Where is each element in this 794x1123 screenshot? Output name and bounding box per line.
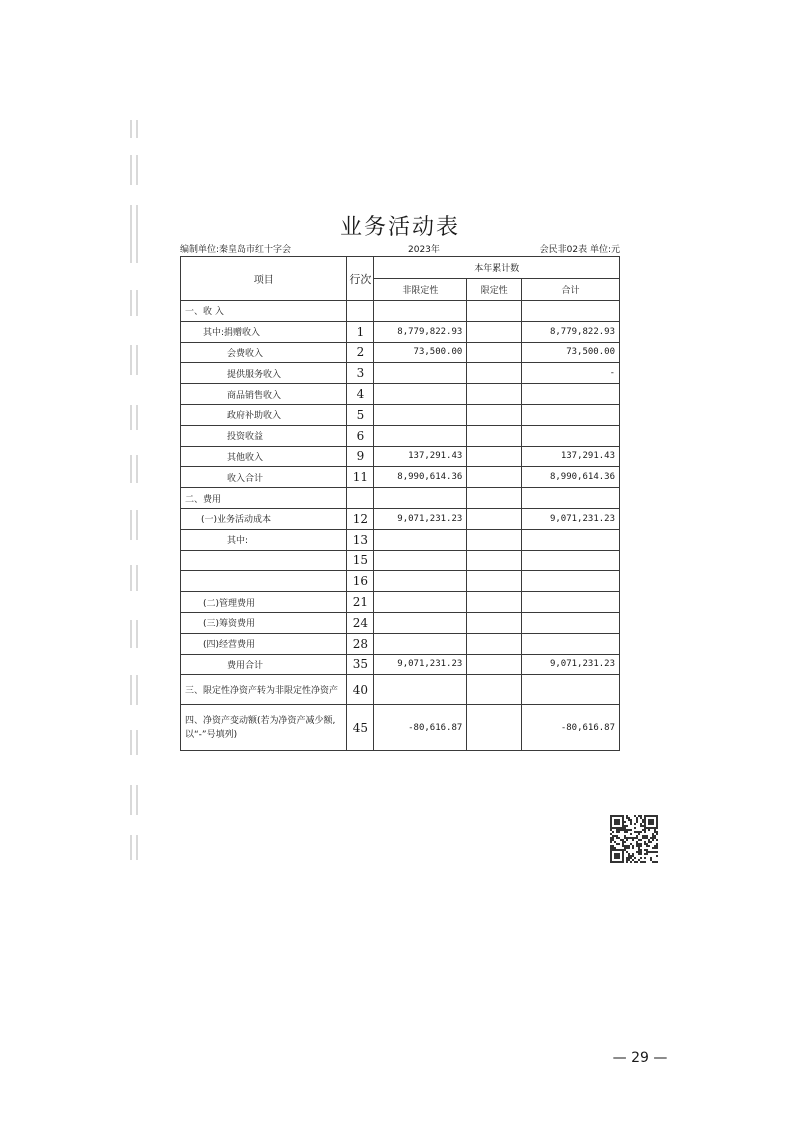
binding-marks [130,115,142,875]
row-item-label [181,571,347,592]
header-total: 合计 [522,279,620,301]
row-number: 40 [347,675,374,705]
restricted-amount [467,384,522,405]
table-row [181,633,620,654]
restricted-amount [467,342,522,363]
restricted-amount [467,321,522,342]
total-amount [522,301,620,322]
unrestricted-amount [374,363,467,384]
restricted-amount [467,592,522,613]
table-row [181,301,620,322]
table-header-row [181,257,620,279]
total-amount [522,633,620,654]
table-row [181,384,620,405]
total-amount: 8,779,822.93 [522,321,620,342]
total-amount: -80,616.87 [522,705,620,751]
restricted-amount [467,508,522,529]
total-amount [522,488,620,509]
unrestricted-amount [374,488,467,509]
table-row [181,705,620,751]
total-amount [522,529,620,550]
total-amount [522,571,620,592]
unrestricted-amount [374,425,467,446]
restricted-amount [467,446,522,467]
row-item-label: 其中:捐赠收入 [181,321,347,342]
activity-statement-table [180,256,620,751]
row-number: 15 [347,550,374,571]
restricted-amount [467,301,522,322]
row-number: 21 [347,592,374,613]
restricted-amount [467,404,522,425]
row-item-label: (四)经营费用 [181,633,347,654]
restricted-amount [467,425,522,446]
report-meta [180,240,620,256]
row-number: 4 [347,384,374,405]
table-row [181,612,620,633]
table-row [181,654,620,675]
unrestricted-amount [374,571,467,592]
table-row [181,550,620,571]
table-row [181,404,620,425]
table-row [181,508,620,529]
header-restricted: 限定性 [467,279,522,301]
row-number: 5 [347,404,374,425]
row-number: 16 [347,571,374,592]
row-item-label: 会费收入 [181,342,347,363]
unrestricted-amount [374,592,467,613]
qr-code-icon [610,815,658,863]
row-item-label: 收入合计 [181,467,347,488]
total-amount [522,675,620,705]
total-amount [522,592,620,613]
table-row [181,446,620,467]
restricted-amount [467,467,522,488]
row-item-label: 三、限定性净资产转为非限定性净资产 [181,675,347,705]
restricted-amount [467,571,522,592]
unrestricted-amount [374,550,467,571]
total-amount [522,404,620,425]
restricted-amount [467,363,522,384]
restricted-amount [467,654,522,675]
row-number: 24 [347,612,374,633]
row-item-label: (三)筹资费用 [181,612,347,633]
header-unrestricted: 非限定性 [374,279,467,301]
restricted-amount [467,612,522,633]
header-cumulative: 本年累计数 [374,257,620,279]
restricted-amount [467,675,522,705]
unrestricted-amount: 9,071,231.23 [374,508,467,529]
total-amount: - [522,363,620,384]
row-number: 12 [347,508,374,529]
row-item-label: 其他收入 [181,446,347,467]
total-amount: 9,071,231.23 [522,654,620,675]
row-item-label: 一、收 入 [181,301,347,322]
table-row [181,467,620,488]
unrestricted-amount [374,529,467,550]
table-row [181,342,620,363]
total-amount [522,612,620,633]
row-item-label: 提供服务收入 [181,363,347,384]
total-amount: 137,291.43 [522,446,620,467]
table-row [181,321,620,342]
total-amount [522,384,620,405]
unrestricted-amount: -80,616.87 [374,705,467,751]
restricted-amount [467,529,522,550]
row-number: 9 [347,446,374,467]
table-row [181,529,620,550]
unrestricted-amount: 8,779,822.93 [374,321,467,342]
header-item: 项目 [181,257,347,301]
total-amount: 8,990,614.36 [522,467,620,488]
total-amount: 9,071,231.23 [522,508,620,529]
report-year: 2023年 [408,245,440,255]
form-code-unit: 会民非02表 单位:元 [539,245,620,255]
unrestricted-amount [374,633,467,654]
table-row [181,425,620,446]
row-number: 11 [347,467,374,488]
row-number: 1 [347,321,374,342]
row-item-label: 二、费用 [181,488,347,509]
row-item-label: 投资收益 [181,425,347,446]
table-row [181,675,620,705]
row-item-label: 四、净资产变动额(若为净资产减少额,以“-”号填列) [181,705,347,751]
unrestricted-amount [374,301,467,322]
total-amount: 73,500.00 [522,342,620,363]
table-row [181,363,620,384]
row-item-label: 政府补助收入 [181,404,347,425]
row-number: 13 [347,529,374,550]
row-item-label [181,550,347,571]
row-number: 35 [347,654,374,675]
row-item-label: (二)管理费用 [181,592,347,613]
total-amount [522,425,620,446]
row-number: 45 [347,705,374,751]
row-item-label: 商品销售收入 [181,384,347,405]
page-number: — 29 — [612,1050,668,1066]
restricted-amount [467,550,522,571]
restricted-amount [467,633,522,654]
row-number: 6 [347,425,374,446]
preparing-unit: 编制单位:秦皇岛市红十字会 [180,245,292,255]
row-number [347,488,374,509]
table-row [181,488,620,509]
unrestricted-amount [374,404,467,425]
row-number: 3 [347,363,374,384]
total-amount [522,550,620,571]
row-number: 2 [347,342,374,363]
restricted-amount [467,488,522,509]
page-title: 业务活动表 [339,215,460,240]
unrestricted-amount: 137,291.43 [374,446,467,467]
unrestricted-amount: 8,990,614.36 [374,467,467,488]
row-item-label: 其中: [181,529,347,550]
row-number [347,301,374,322]
unrestricted-amount [374,612,467,633]
table-row [181,592,620,613]
row-item-label: (一)业务活动成本 [181,508,347,529]
header-row-no: 行次 [347,257,374,301]
row-number: 28 [347,633,374,654]
restricted-amount [467,705,522,751]
unrestricted-amount: 9,071,231.23 [374,654,467,675]
row-item-label: 费用合计 [181,654,347,675]
unrestricted-amount [374,384,467,405]
table-row [181,571,620,592]
unrestricted-amount [374,675,467,705]
unrestricted-amount: 73,500.00 [374,342,467,363]
